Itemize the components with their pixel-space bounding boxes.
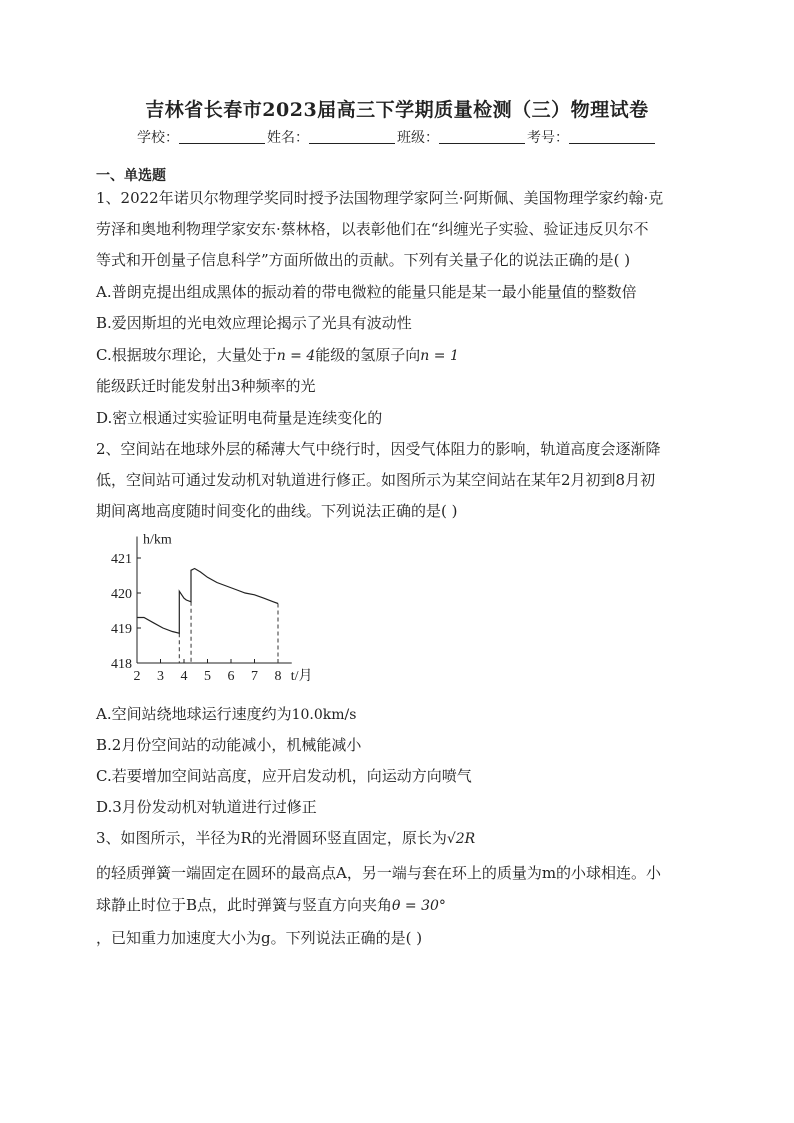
speed-value: 10.0km/s (291, 707, 357, 723)
exam-title: 吉林省长春市2023届高三下学期质量检测（三）物理试卷 (145, 99, 649, 121)
q3-line-1-text: 3、如图所示，半径为R的光滑圆环竖直固定，原长为 (96, 829, 447, 847)
y-tick-label: 420 (111, 587, 132, 602)
q2-line-3: 期间离地高度随时间变化的曲线。下列说法正确的是( ) (96, 502, 458, 520)
q3-line-2: 的轻质弹簧一端固定在圆环的最高点A，另一端与套在环上的质量为m的小球相连。小 (96, 864, 662, 882)
y-axis-label: h/km (143, 534, 172, 548)
x-tick-label: 8 (274, 669, 282, 684)
height-time-chart (102, 534, 332, 689)
x-tick-label: 7 (251, 669, 258, 684)
y-tick-label: 421 (111, 552, 132, 567)
name-label: 姓名： (267, 130, 309, 146)
x-tick-label: 5 (204, 669, 211, 684)
q3-line-1 (96, 828, 475, 849)
exam-no-label: 考号： (527, 130, 569, 146)
q3-line-3-text: 球静止时位于B点，此时弹簧与竖直方向夹角 (96, 896, 393, 914)
q1-option-d[interactable]: D.密立根通过实验证明电荷量是连续变化的 (96, 409, 383, 427)
q1-line-3: 等式和开创量子信息科学”方面所做出的贡献。下列有关量子化的说法正确的是( ) (96, 251, 631, 269)
q1-option-b[interactable]: B.爱因斯坦的光电效应理论揭示了光具有波动性 (96, 314, 412, 332)
q1-option-c[interactable] (96, 345, 459, 366)
q1-line-1: 1、2022年诺贝尔物理学奖同时授予法国物理学家阿兰·阿斯佩、美国物理学家约翰·克 (96, 189, 664, 207)
x-tick-label: 3 (157, 669, 164, 684)
class-label: 班级： (397, 130, 439, 146)
n4-formula: n = 4 (276, 348, 316, 364)
q2-option-a-pre: A.空间站绕地球运行速度约为 (96, 705, 292, 723)
school-blank[interactable] (179, 129, 265, 144)
q2-line-2: 低，空间站可通过发动机对轨道进行修正。如图所示为某空间站在某年2月初到8月初 (96, 471, 656, 489)
q1-option-c-pre: C.根据玻尔理论，大量处于 (96, 346, 277, 364)
q1-option-c-mid: 能级的氢原子向 (315, 346, 421, 364)
name-blank[interactable] (309, 129, 395, 144)
sqrt2r-formula: √2R (446, 831, 476, 847)
x-tick-label: 6 (227, 669, 235, 684)
x-axis-label: t/月 (290, 669, 313, 684)
height-curve (137, 569, 278, 634)
q1-option-a[interactable]: A.普朗克提出组成黑体的振动着的带电微粒的能量只能是某一最小能量值的整数倍 (96, 283, 637, 301)
student-info-fields (0, 127, 794, 147)
q1-option-c-line-2: 能级跃迁时能发射出3种频率的光 (96, 377, 316, 395)
q1-line-2: 劳泽和奥地利物理学家安东·蔡林格，以表彰他们在“纠缠光子实验、验证违反贝尔不 (96, 220, 649, 238)
x-tick-label: 4 (180, 669, 188, 684)
x-tick-label: 2 (133, 669, 141, 684)
q2-line-1: 2、空间站在地球外层的稀薄大气中绕行时，因受气体阻力的影响，轨道高度会逐渐降 (96, 440, 661, 458)
y-tick-label: 419 (111, 622, 132, 637)
y-tick-label: 418 (111, 657, 132, 672)
q2-option-b[interactable]: B.2月份空间站的动能减小，机械能减小 (96, 736, 362, 754)
school-label: 学校： (137, 130, 179, 146)
class-blank[interactable] (439, 129, 525, 144)
exam-no-blank[interactable] (569, 129, 655, 144)
q3-line-3 (96, 895, 446, 916)
theta-formula: θ = 30° (392, 898, 446, 914)
q2-option-c[interactable]: C.若要增加空间站高度，应开启发动机，向运动方向喷气 (96, 767, 472, 785)
q2-option-a[interactable] (96, 704, 356, 725)
q2-option-d[interactable]: D.3月份发动机对轨道进行过修正 (96, 798, 317, 816)
section-title: 一、单选题 (96, 168, 166, 184)
n1-formula: n = 1 (420, 348, 459, 364)
q3-line-4: ，已知重力加速度大小为g。下列说法正确的是( ) (96, 929, 423, 947)
